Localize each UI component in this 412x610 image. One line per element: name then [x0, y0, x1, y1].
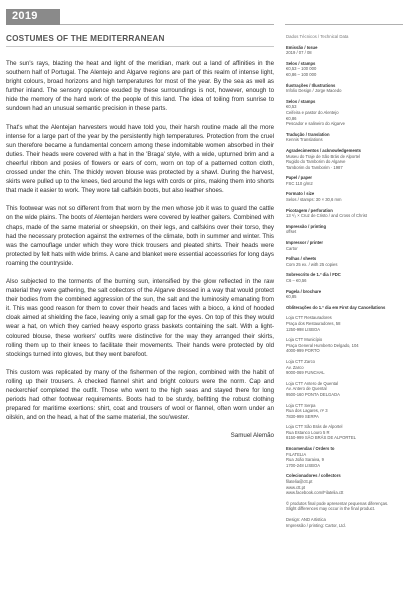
- sidebar-block-line: Loja CTT Antero de Quental: [286, 380, 339, 386]
- sidebar-block-line: Impressão / printing: Cartor, Ltd.: [286, 522, 346, 528]
- sidebar-block: [286, 240, 404, 251]
- sidebar-block: [286, 446, 404, 468]
- sidebar-block-line: FSC 110 g/m2: [286, 180, 313, 186]
- technical-data-sidebar: [286, 34, 404, 533]
- sidebar-block: [286, 403, 404, 420]
- sidebar-block: [286, 61, 404, 78]
- sidebar-block-line: Selos / stamps: 30 × 30,6 mm: [286, 197, 342, 203]
- sidebar-block-line: Rua João Saraiva, 9: [286, 457, 324, 463]
- sidebar-block-line: 1250-998 LISBOA: [286, 326, 320, 332]
- sidebar-block-line: filatelia@ctt.pt: [286, 479, 313, 485]
- sidebar-block-line: www.facebook.com/Filatelia.ctt: [286, 490, 344, 496]
- header-rule: [60, 24, 274, 25]
- sidebar-block: [286, 224, 404, 235]
- sidebar-block-line: Pescador e salineiro do Algarve: [286, 121, 345, 127]
- sidebar-block: [286, 517, 404, 528]
- sidebar-block-line: €0,53: [286, 104, 297, 110]
- sidebar-block-label: Tradução / translation: [286, 131, 330, 137]
- sidebar-block-line: Cartor: [286, 245, 298, 251]
- sidebar-block-line: Loja CTT Município: [286, 337, 323, 343]
- body-paragraph: This footwear was not so different from that worn by the men whose job it was to guard the cattle on the wide plains. The boots of Alentejan herders were covered by leather gaiters. Combined with chaps, made of the same material or sheepskin, on their legs, and calfskins over their torso, they had the necessary protection against the extremes of the climate, both in summer and winter. This was the camouflage under which they wore thick trousers and pleated shirts. Their heads were protected by felt hats with wide brims. A cane and blanket were essential accessories for long days roaming the countryside.: [6, 205, 274, 267]
- sidebar-block: [286, 289, 404, 300]
- sidebar-block-label: Impressão / printing: [286, 223, 327, 229]
- sidebar-block-label: Ilustrações / Illustrations: [286, 82, 336, 88]
- sidebar-block-label: Pagela / brochure: [286, 288, 322, 294]
- sidebar-block-line: Design: AND Artistica: [286, 517, 326, 522]
- sidebar-block: [286, 45, 404, 56]
- sidebar-block-line: © produtos final pode apresentar pequenas diferenças.: [286, 500, 389, 506]
- sidebar-block: [286, 191, 404, 202]
- sidebar-block-label: Picotagem / perforation: [286, 207, 333, 213]
- sidebar-block: [286, 359, 404, 376]
- author-signature: Samuel Alemão: [230, 432, 274, 440]
- sidebar-block-line: offset: [286, 229, 297, 235]
- sidebar-block-line: Av. Antero de Quental: [286, 386, 327, 392]
- sidebar-block: [286, 305, 404, 311]
- sidebar-block: [286, 83, 404, 94]
- sidebar-block-label: Emissão / Issue: [286, 44, 318, 50]
- sidebar-block-line: FILATELIA: [286, 451, 307, 457]
- sidebar-block: [286, 99, 404, 127]
- sidebar-block-line: Museu do Traje de São Brás de Alportel: [286, 153, 361, 159]
- sidebar-header-rule: [285, 24, 403, 25]
- sidebar-block-line: 7830-999 SERPA: [286, 413, 319, 419]
- sidebar-block-line: Av. Zarco: [286, 364, 304, 370]
- sidebar-block-line: Ceifeira e pastor do Alentejo: [286, 109, 339, 115]
- sidebar-block-label: Formato / size: [286, 191, 315, 197]
- sidebar-block-line: C6 – €0,56: [286, 278, 307, 283]
- sidebar-block: [286, 315, 404, 332]
- year-label: 2019: [12, 10, 38, 22]
- sidebar-blocks: [286, 45, 404, 529]
- sidebar-block-label: Agradecimentos / acknowledgements: [286, 147, 361, 153]
- sidebar-block: [286, 501, 404, 512]
- sidebar-block-line: 13 ¹/₃ × Cruz de Cristo / and Cross of Christ: [286, 213, 367, 219]
- sidebar-block-line: Com 25 ex. / with 25 copies: [286, 261, 338, 267]
- sidebar-block-line: 4000-999 PORTO: [286, 348, 320, 354]
- sidebar-block-line: 2019 / 07 / 08: [286, 50, 312, 56]
- year-header: [0, 0, 412, 25]
- sidebar-block-line: Praça dos Restauradores, 58: [286, 320, 341, 326]
- sidebar-block-line: Praça General Humberto Delgado, 104: [286, 342, 359, 348]
- sidebar-block-line: €0,86: [286, 115, 297, 121]
- sidebar-block-label: Papel / paper: [286, 175, 313, 181]
- sidebar-block-line: Kennis Translations: [286, 137, 323, 143]
- sidebar-block-line: 9500-160 PONTA DELGADA: [286, 391, 340, 397]
- sidebar-block: [286, 148, 404, 170]
- body-paragraph: This custom was replicated by many of the fishermen of the region, combined with the habit of rolling up their trousers. A checked flannel shirt and bright colours were the norm. Cap and neckerchief completed the outfit. Those who went to the high seas and stayed there for long periods had other footwear requirements. Boots had to be sturdy, befitting the robust clothing prepared for maritime exertions: shirt, coat and trousers of wool or flannel, often worn under an oilskin, and on the head, a hat of the same material, the sou'wester.: [6, 368, 274, 422]
- sidebar-block-label: Folhas / sheets: [286, 256, 317, 262]
- sidebar-block-line: Loja CTT Serpa: [286, 402, 316, 408]
- sidebar-block: [286, 208, 404, 219]
- sidebar-block-line: Slight differences may occur in the final product.: [286, 506, 376, 512]
- page-title: COSTUMES OF THE MEDITERRANEAN: [6, 34, 165, 43]
- sidebar-block: [286, 256, 404, 267]
- title-rule: [6, 46, 274, 47]
- sidebar-block-line: Rugido do Tamborim do Algarve: [286, 159, 346, 165]
- sidebar-block: [286, 424, 404, 441]
- sidebar-block-line: Loja CTT Zarco: [286, 358, 316, 364]
- sidebar-block-line: www.ctt.pt: [286, 484, 306, 490]
- sidebar-block-line: €0,85: [286, 294, 297, 300]
- sidebar-header: Dados Técnicos / Technical Data: [286, 34, 349, 39]
- body-paragraph: The sun's rays, blazing the heat and light of the meridian, mark out a land of affinities in the southern half of Portugal. The Alentejo and Algarve regions are part of this realm of intense light, bright colours, broad horizons and high temperatures for most of the year. By the sea as well as further inland. The sensory opulence exuded by these surroundings is not, however, enough to hide the memory of the hard work of the people of this land. The idea of toiling from sunrise to sundown had an unusual semantic precision in these parts.: [6, 60, 274, 113]
- sidebar-block-line: Rua dos Lagares, nº 3: [286, 408, 328, 414]
- sidebar-block-line: Infolio Design / Jorge Macedo: [286, 88, 342, 94]
- sidebar-block-line: Loja CTT São Brás de Alportel: [286, 424, 343, 430]
- sidebar-block-label: Obliterações do 1.º dia em First day Cancellations: [286, 304, 386, 310]
- main-column: [6, 30, 274, 439]
- sidebar-block-line: 1700-248 LISBOA: [286, 462, 320, 468]
- sidebar-block: [286, 272, 404, 283]
- sidebar-block: [286, 381, 404, 398]
- sidebar-block: [286, 473, 404, 495]
- sidebar-block-line: €0,53 – 100 000: [286, 66, 317, 72]
- body-paragraph: Also subjected to the torments of the burning sun, intensified by the glow reflected in the raw material they were gathering, the salt collectors of the Algarve dressed in a way that would protect their bodies from the combined aggression of the sun, the salt and the luminosity emanating from it. This was good reason for them to cover their heads and faces with a bioco, a kind of hooded cloak aimed at shielding the face, leaving only a small gap for the eyes. On top of this they would wear a hat, on which they carried heavy esporto grass baskets containing the salt. With a light-coloured blouse, these workers' outfits were distinctive for the way they arranged their skirts, rolling them up to their knees to facilitate their movements. Their hands were protected by old stockings turned into gloves, but they went barefoot.: [6, 277, 274, 358]
- sidebar-block: [286, 132, 404, 143]
- sidebar-block-label: Encomendas / Orders to: [286, 446, 335, 452]
- sidebar-block-line: 8150-999 SÃO BRÁS DE ALPORTEL: [286, 435, 356, 441]
- sidebar-block-line: Rua Estanco Louro 5 R: [286, 429, 330, 435]
- body-paragraph: That's what the Alentejan harvesters would have told you, their harsh routine made all the more intense for a large part of the year by the persistently high temperatures. Protection from the cruel sun therefore became a fundamental concern among these indomitable women absorbed in their duties. Their heads were covered with a hat in the 'Braga' style, with a wide, upturned brim and a cheerful ribbon and posies of flowers or ears of corn, worn on top of a patterned cotton cloth, crossed under the chin. The thickly woven blouse was protected by a shawl. During the harvest, skirts were pulled up to the knees, tied around the legs with cords or pins, making them into shorts that made it easier to work. They wore tall calfskin boots, but also leather shoes.: [6, 123, 274, 195]
- sidebar-block-label: Selos / stamps: [286, 98, 316, 104]
- sidebar-block-label: Impressor / printer: [286, 240, 324, 246]
- sidebar-block-label: Colecionadores / collectors: [286, 473, 341, 479]
- sidebar-block-line: Loja CTT Restauradores: [286, 315, 332, 321]
- sidebar-block-label: Selos / stamps: [286, 60, 316, 66]
- sidebar-block-label: Sobrescrito de 1.º dia / FDC: [286, 272, 341, 278]
- sidebar-block-line: Tamborim do Tamborim · 1987: [286, 164, 343, 170]
- sidebar-block: [286, 337, 404, 354]
- sidebar-block-line: €0,86 – 100 000: [286, 71, 317, 77]
- sidebar-block-line: 9000-069 FUNCHAL: [286, 370, 325, 376]
- sidebar-block: [286, 175, 404, 186]
